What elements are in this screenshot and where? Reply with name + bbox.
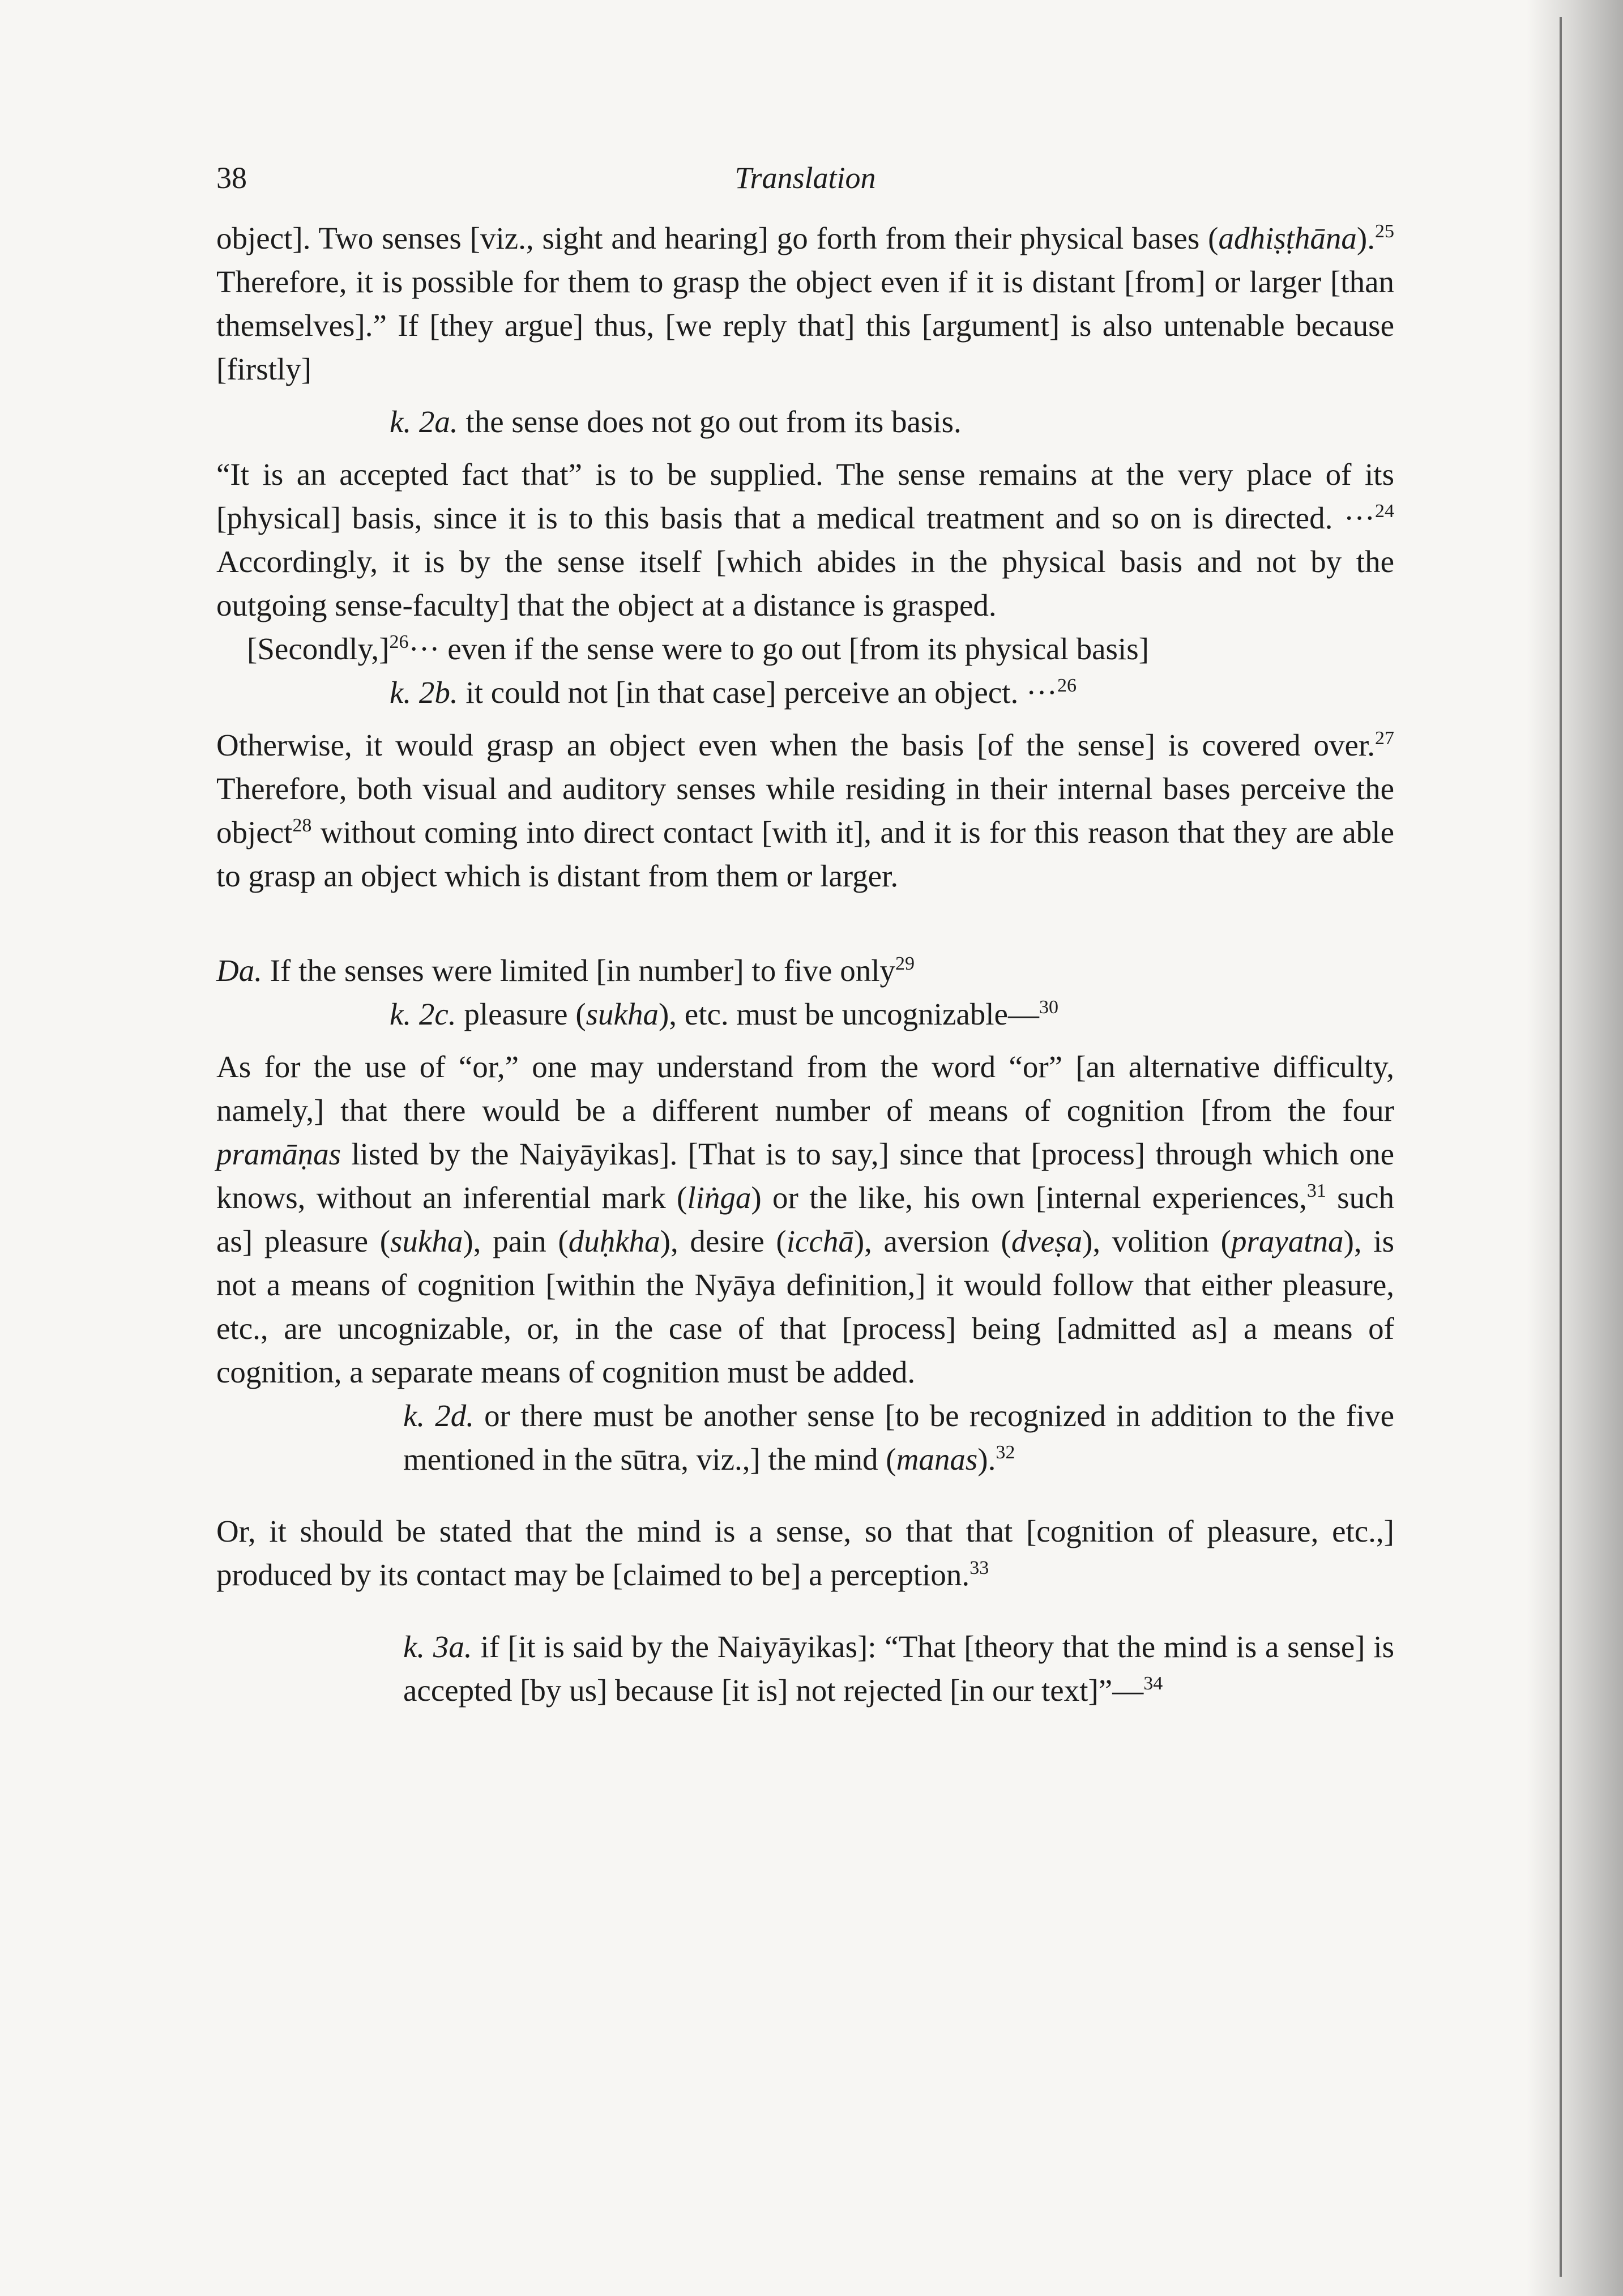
text-run: object]. Two senses [viz., sight and hearing] go forth from their physical bases ( [216,221,1219,255]
footnote-ref: 26 [389,631,409,652]
italic-term: adhiṣṭhāna [1218,221,1357,255]
text-run: Accordingly, it is by the sense itself [which abides in the physical basis and not by the outgoing sense-faculty] that the object at a distance is grasped. [216,544,1394,622]
karika-3a [216,1625,1394,1712]
text-run: ), pain ( [463,1224,569,1258]
text-run: [Secondly,] [247,631,390,666]
text-run: ), is not a means of cognition [within the Nyāya definition,] it would follow that either pleasure, etc., are uncognizable, or, in the case of that [process] being [admitted as] a means of cognition, a separate means of cognition must be added. [216,1224,1394,1389]
text-run: ··· even if the sense were to go out [from its physical basis] [408,631,1149,666]
text-run: such as] pleasure ( [216,1180,1394,1258]
text-run: ). [977,1442,996,1476]
footnote-ref: 26 [1057,675,1077,696]
text-run: ), aversion ( [853,1224,1011,1258]
footnote-ref: 27 [1375,728,1394,749]
paragraph [216,1509,1394,1597]
italic-term: pramāṇas [216,1137,341,1171]
italic-term: prayatna [1231,1224,1344,1258]
italic-term: icchā [786,1224,854,1258]
text-run: ) or the like, his own [internal experiences, [751,1180,1307,1215]
footnote-ref: 34 [1143,1673,1163,1694]
karika-2a [216,400,1394,443]
page-body [216,216,1394,1712]
page-number: 38 [216,161,247,195]
paragraph [216,453,1394,627]
text-run: the sense does not go out from its basis. [458,404,962,439]
paragraph [216,723,1394,898]
text-run: Therefore, it is possible for them to grasp the object even if it is distant [from] or larger [than themselves].” If [they argue] thus, [we reply that] this [argument] is also untenable because [firstly] [216,264,1394,386]
karika-2d [216,1394,1394,1481]
italic-term: k. 3a. [403,1629,472,1664]
text-run: listed by the Naiyāyikas]. [That is to say,] since that [process] through which one knows, without an inferential mark ( [216,1137,1394,1215]
scan-binding-line [1560,17,1562,2277]
italic-term: dveṣa [1011,1224,1083,1258]
text-run: if [it is said by the Naiyāyikas]: “That [theory that the mind is a sense] is accepted [by us] because [it is] not rejected [in our text]”— [403,1629,1394,1708]
footnote-ref: 32 [996,1442,1015,1463]
text-run: Otherwise, it would grasp an object even when the basis [of the sense] is covered over. [216,728,1375,762]
italic-term: k. 2b. [390,675,458,710]
italic-term: sukha [586,997,659,1031]
page-header [216,160,1394,206]
footnote-ref: 31 [1306,1180,1326,1201]
karika-2c [216,992,1394,1036]
italic-term: Da. [216,953,262,988]
running-head: Translation [734,161,876,195]
text-run: ), volition ( [1082,1224,1231,1258]
footnote-ref: 33 [969,1557,989,1578]
footnote-ref: 30 [1039,997,1058,1018]
paragraph [216,1045,1394,1394]
text-run: without coming into direct contact [with it], and it is for this reason that they are able to grasp an object which is distant from them or larger. [216,815,1394,893]
footnote-ref: 28 [292,815,312,836]
karika-2b [216,671,1394,714]
scan-edge-shadow [1527,0,1623,2296]
footnote-ref: 29 [895,953,915,974]
section-db [216,1625,1394,1712]
text-run: As for the use of “or,” one may understand from the word “or” [an alternative difficulty, namely,] that there would be a different number of means of cognition [from the four [216,1049,1394,1128]
text-run: ). [1356,221,1375,255]
text-run: “It is an accepted fact that” is to be supplied. The sense remains at the very place of its [physical] basis, since it is to this basis that a medical treatment and so on is directed. ··· [216,457,1394,535]
text-run: Therefore, both visual and auditory senses while residing in their internal bases perceive the object [216,771,1394,850]
footnote-ref: 25 [1375,221,1394,242]
section-da [216,949,1394,992]
italic-term: k. 2d. [403,1398,475,1433]
italic-term: k. 2a. [390,404,458,439]
text-run: ), desire ( [660,1224,787,1258]
paragraph [216,216,1394,391]
footnote-ref: 24 [1375,501,1394,522]
text-run: Or, it should be stated that the mind is a sense, so that that [cognition of pleasure, etc.,] produced by its contact may be [claimed to be] a perception. [216,1514,1394,1592]
italic-term: liṅga [687,1180,751,1215]
paragraph [216,627,1394,671]
italic-term: duḥkha [568,1224,660,1258]
text-run: ), etc. must be uncognizable— [658,997,1039,1031]
text-run: pleasure ( [456,997,586,1031]
italic-term: sukha [390,1224,463,1258]
italic-term: k. 2c. [390,997,456,1031]
text-run: or there must be another sense [to be recognized in addition to the five mentioned in the sūtra, viz.,] the mind ( [403,1398,1394,1476]
italic-term: manas [896,1442,978,1476]
text-run: it could not [in that case] perceive an object. ··· [458,675,1057,710]
text-run: If the senses were limited [in number] to five only [262,953,896,988]
